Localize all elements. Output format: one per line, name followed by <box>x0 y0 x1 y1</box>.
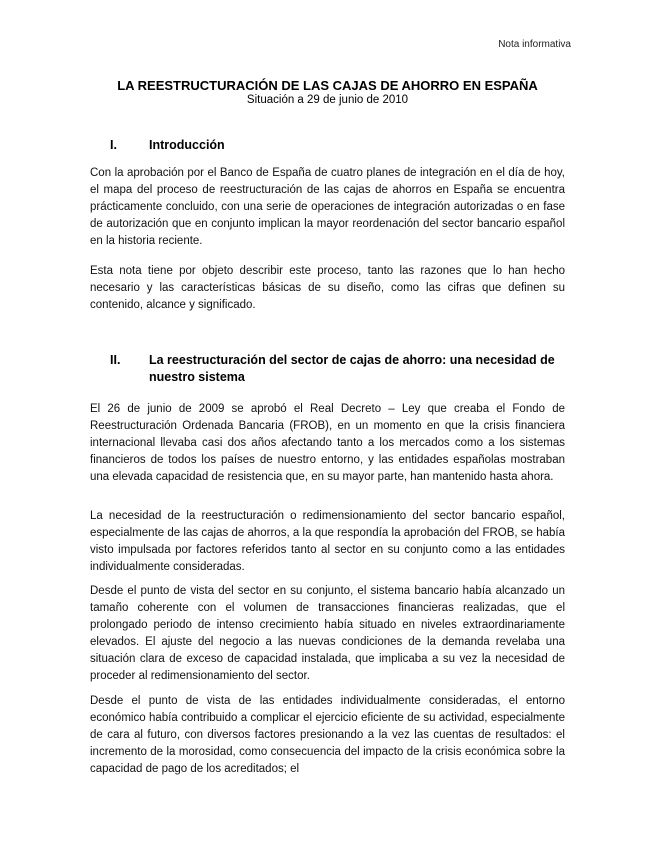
section-heading-reestructuracion <box>110 352 565 386</box>
paragraph: Desde el punto de vista de las entidades individualmente consideradas, el entorno económico había contribuido a complicar el ejercicio eficiente de su actividad, especialmente de cara al futuro, con diversos factores presionando a la vez las cuentas de resultados: el incremento de la morosidad, como consecuencia del impacto de la crisis económica sobre la capacidad de pago de los acreditados; el <box>90 695 565 775</box>
document-title: LA REESTRUCTURACIÓN DE LAS CAJAS DE AHORRO EN ESPAÑA <box>117 78 538 93</box>
section-number: II. <box>110 353 121 367</box>
section-number: I. <box>110 138 117 152</box>
paragraph: El 26 de junio de 2009 se aprobó el Real Decreto – Ley que creaba el Fondo de Reestructuración Ordenada Bancaria (FROB), en un momento en que la crisis financiera internacional llevaba casi dos años afectando tanto a los mercados como a los sistemas financieros de todos los países de nuestro entorno, y las entidades españolas mostraban una elevada capacidad de resistencia que, en su mayor parte, han mantenido hasta ahora. <box>90 403 565 483</box>
document-subtitle: Situación a 29 de junio de 2010 <box>246 94 409 106</box>
paragraph: Desde el punto de vista del sector en su conjunto, el sistema bancario había alcanzado un tamaño coherente con el volumen de transacciones financieras realizadas, que el prolongado periodo de intenso crecimiento había situado en niveles extraordinariamente elevados. El ajuste del negocio a las nuevas condiciones de la demanda revelaba una situación clara de exceso de capacidad instalada, que implicaba a su vez la necesidad de proceder al redimensionamiento del sector. <box>90 585 565 682</box>
section-heading-introduccion <box>110 137 565 154</box>
header-note: Nota informativa <box>498 39 571 50</box>
section-title: Introducción <box>149 138 225 152</box>
paragraph: La necesidad de la reestructuración o redimensionamiento del sector bancario español, especialmente de las cajas de ahorros, a la que respondía la aprobación del FROB, se había visto impulsada por factores referidos tanto al sector en su conjunto como a las entidades individualmente consideradas. <box>90 510 565 573</box>
section-title: La reestructuración del sector de cajas de ahorro: una necesidad de nuestro sistema <box>149 353 555 384</box>
paragraph: Esta nota tiene por objeto describir este proceso, tanto las razones que lo han hecho necesario y las características básicas de su diseño, como las cifras que definen su contenido, alcance y significado. <box>90 265 565 311</box>
paragraph: Con la aprobación por el Banco de España de cuatro planes de integración en el día de hoy, el mapa del proceso de reestructuración de las cajas de ahorros en España se encuentra prácticamente concluido, con una serie de operaciones de integración autorizadas o en fase de autorización que en conjunto implican la mayor reordenación del sector bancario español en la historia reciente. <box>90 167 565 247</box>
